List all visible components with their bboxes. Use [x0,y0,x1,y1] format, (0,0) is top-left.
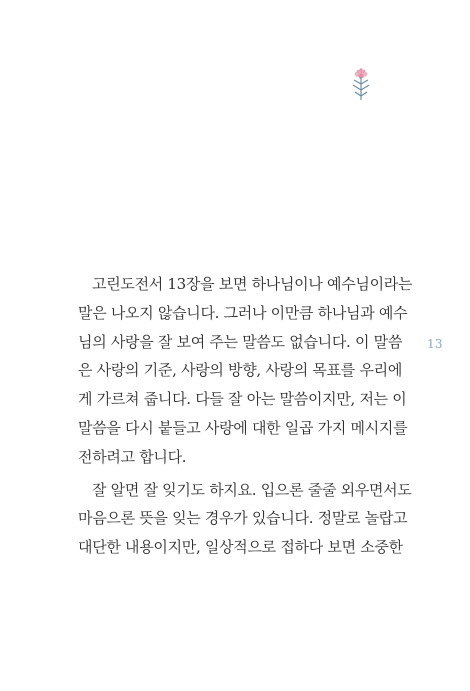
text-line: 말씀을 다시 붙들고 사랑에 대한 일곱 가지 메시지를 [78,418,408,437]
paragraph [78,476,412,562]
text-line: 마음으론 뜻을 잊는 경우가 있습니다. 정말로 놀랍고 [78,509,408,528]
text-line: 말은 나오지 않습니다. 그러나 이만큼 하나님과 예수 [78,303,408,322]
paragraph [78,270,413,472]
text-line: 잘 알면 잘 잊기도 하지요. 입으론 줄줄 외우면서도 [92,480,412,499]
page-number: 13 [427,337,443,351]
text-line: 게 가르쳐 줍니다. 다들 잘 아는 말씀이지만, 저는 이 [78,390,407,409]
text-line: 고린도전서 13장을 보면 하나님이나 예수님이라는 [92,275,413,293]
text-line: 전하려고 합니다. [78,447,187,466]
body-text [78,270,413,562]
flower-icon [348,66,374,102]
text-line: 님의 사랑을 잘 보여 주는 말씀도 없습니다. 이 말씀 [78,332,403,351]
text-line: 대단한 내용이지만, 일상적으로 접하다 보면 소중한 [78,538,403,557]
text-line: 은 사랑의 기준, 사랑의 방향, 사랑의 목표를 우리에 [78,361,403,380]
